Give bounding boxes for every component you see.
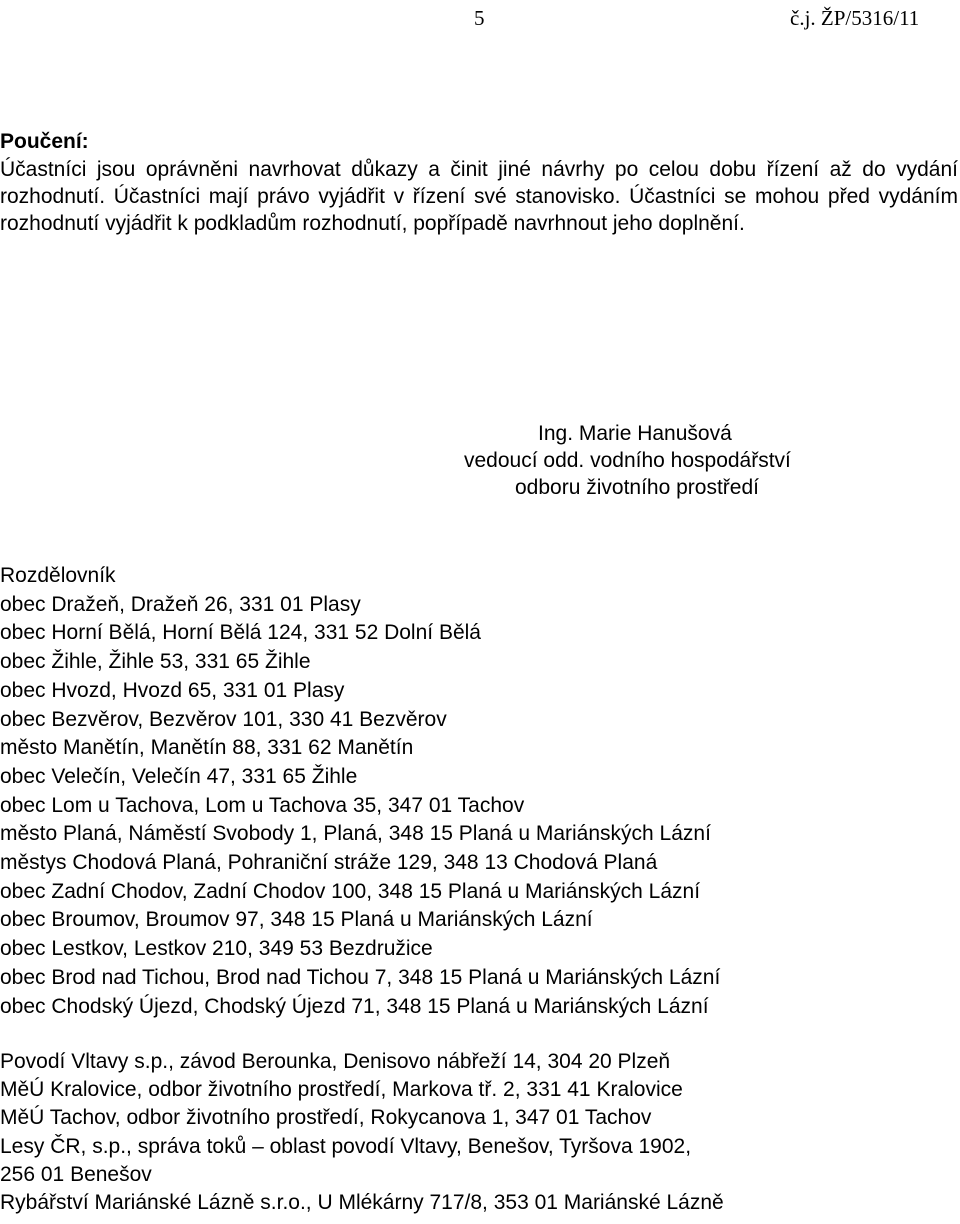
signatory-name: Ing. Marie Hanušová: [538, 422, 732, 445]
agency-line: MěÚ Kralovice, odbor životního prostředí, Markova tř. 2, 331 41 Kralovice: [0, 1078, 683, 1102]
signature-block: [464, 420, 791, 501]
recipient-line: město Manětín, Manětín 88, 331 62 Manětín: [0, 736, 414, 760]
recipient-line: městys Chodová Planá, Pohraniční stráže 129, 348 13 Chodová Planá: [0, 851, 658, 875]
agency-recipient-list: [0, 1048, 724, 1217]
distribution-list: [0, 562, 720, 1021]
recipient-line: obec Brod nad Tichou, Brod nad Tichou 7, 348 15 Planá u Mariánských Lázní: [0, 965, 721, 989]
recipient-line: obec Velečín, Velečín 47, 331 65 Žihle: [0, 764, 358, 788]
recipient-line: obec Chodský Újezd, Chodský Újezd 71, 348 15 Planá u Mariánských Lázní: [0, 994, 709, 1018]
recipient-line: obec Hvozd, Hvozd 65, 331 01 Plasy: [0, 678, 345, 702]
reference-number: č.j. ŽP/5316/11: [790, 6, 920, 30]
notice-heading: Poučení:: [0, 130, 89, 153]
recipient-line: obec Broumov, Broumov 97, 348 15 Planá u Mariánských Lázní: [0, 908, 593, 932]
recipient-line: obec Žihle, Žihle 53, 331 65 Žihle: [0, 650, 311, 674]
signatory-department: odboru životního prostředí: [515, 476, 759, 499]
agency-line: Povodí Vltavy s.p., závod Berounka, Denisovo nábřeží 14, 304 20 Plzeň: [0, 1050, 671, 1073]
recipient-line: obec Zadní Chodov, Zadní Chodov 100, 348 15 Planá u Mariánských Lázní: [0, 879, 701, 903]
agency-line: Lesy ČR, s.p., správa toků – oblast povodí Vltavy, Benešov, Tyršova 1902,: [0, 1134, 692, 1158]
agency-line: Rybářství Mariánské Lázně s.r.o., U Mlékárny 717/8, 353 01 Mariánské Lázně: [0, 1191, 724, 1215]
recipient-line: město Planá, Náměstí Svobody 1, Planá, 348 15 Planá u Mariánských Lázní: [0, 822, 711, 846]
distribution-title: Rozdělovník: [0, 564, 116, 587]
agency-line: MěÚ Tachov, odbor životního prostředí, Rokycanova 1, 347 01 Tachov: [0, 1106, 652, 1130]
recipient-line: obec Lom u Tachova, Lom u Tachova 35, 347 01 Tachov: [0, 793, 525, 817]
recipient-line: obec Bezvěrov, Bezvěrov 101, 330 41 Bezvěrov: [0, 707, 447, 731]
recipient-line: obec Dražeň, Dražeň 26, 331 01 Plasy: [0, 592, 361, 616]
notice-section: [0, 128, 960, 237]
recipient-line: obec Horní Bělá, Horní Bělá 124, 331 52 Dolní Bělá: [0, 621, 481, 645]
signatory-role: vedoucí odd. vodního hospodářství: [464, 449, 791, 472]
page-number: 5: [474, 6, 485, 30]
notice-body: Účastníci jsou oprávněni navrhovat důkazy a činit jiné návrhy po celou dobu řízení až do vydání rozhodnutí. Účastníci mají právo vyjádřit v řízení své stanovisko. Účastníci se mohou před vydáním rozhodnutí vyjádřit k podkladům rozhodnutí, popřípadě navrhnout jeho doplnění.: [0, 158, 958, 235]
agency-line: 256 01 Benešov: [0, 1162, 152, 1186]
recipient-line: obec Lestkov, Lestkov 210, 349 53 Bezdružice: [0, 937, 433, 961]
